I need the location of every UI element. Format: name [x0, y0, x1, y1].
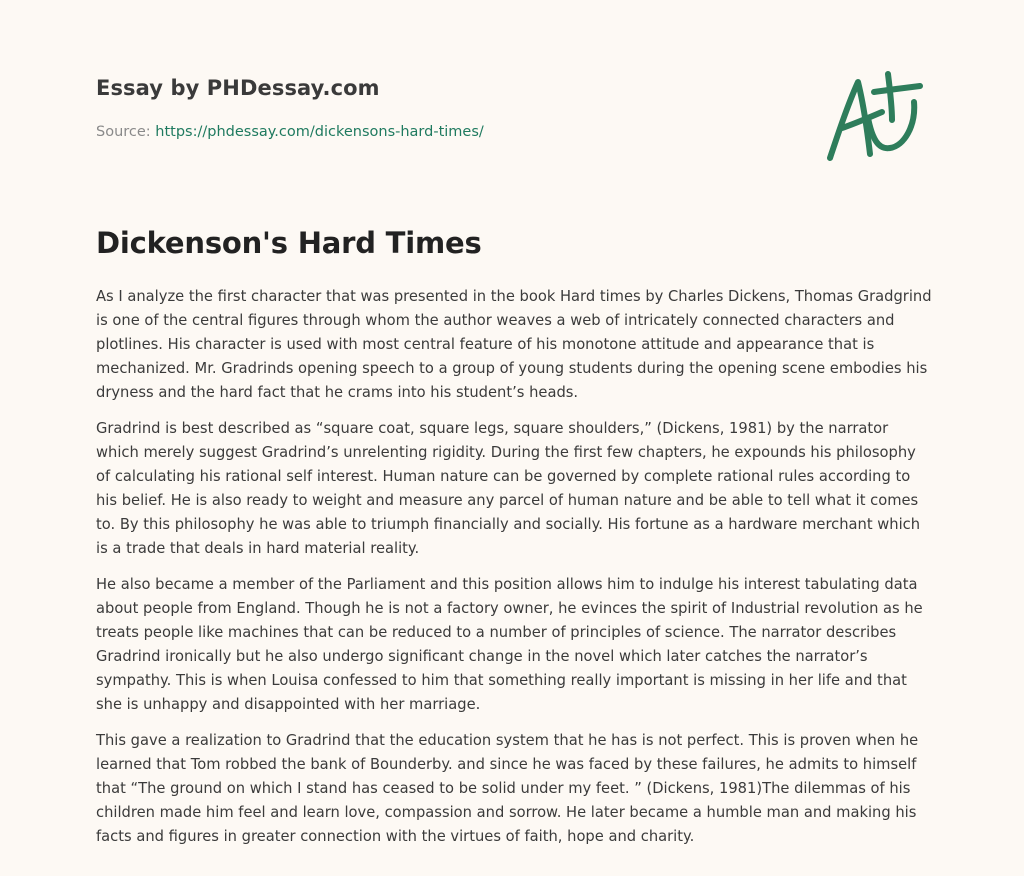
source-line: [96, 124, 484, 140]
essay-paragraph: He also became a member of the Parliament and this position allows him to indulge his interest tabulating data about people from England. Though he is not a factory owner, he evinces the spirit of Industrial revolution as he treats people like machines that can be reduced to a number of principles of science. The narrator describes Gradrind ironically but he also undergo significant change in the novel which later catches the narrator’s sympathy. This is when Louisa confessed to him that something really important is missing in her life and that she is unhappy and disappointed with her marriage.: [96, 576, 923, 713]
essay-body: [96, 285, 934, 861]
source-link[interactable]: https://phdessay.com/dickensons-hard-times/: [155, 124, 484, 140]
source-label: Source:: [96, 124, 156, 140]
essay-paragraph: As I analyze the first character that was presented in the book Hard times by Charles Dickens, Thomas Gradgrind is one of the central figures through whom the author weaves a web of intricately connected characters and plotlines. His character is used with most central feature of his monotone attitude and appearance that is mechanized. Mr. Gradrinds opening speech to a group of young students during the opening scene embodies his dryness and the hard fact that he crams into his student’s heads.: [96, 288, 932, 401]
a-plus-logo-icon: [822, 68, 926, 164]
essay-title: Dickenson's Hard Times: [96, 226, 482, 260]
essay-paragraph: This gave a realization to Gradrind that the education system that he has is not perfect. This is proven when he learned that Tom robbed the bank of Bounderby. and since he was faced by these failures, he admits to himself that “The ground on which I stand has ceased to be solid under my feet. ” (Dickens, 1981)The dilemmas of his children made him feel and learn love, compassion and sorrow. He later became a humble man and making his facts and figures in greater connection with the virtues of faith, hope and charity.: [96, 732, 919, 845]
essay-paragraph: Gradrind is best described as “square coat, square legs, square shoulders,” (Dickens, 1981) by the narrator which merely suggest Gradrind’s unrelenting rigidity. During the first few chapters, he expounds his philosophy of calculating his rational self interest. Human nature can be governed by complete rational rules according to his belief. He is also ready to weight and measure any parcel of human nature and be able to tell what it comes to. By this philosophy he was able to triumph financially and socially. His fortune as a hardware merchant which is a trade that deals in hard material reality.: [96, 420, 921, 557]
brand-heading: Essay by PHDessay.com: [96, 76, 380, 100]
